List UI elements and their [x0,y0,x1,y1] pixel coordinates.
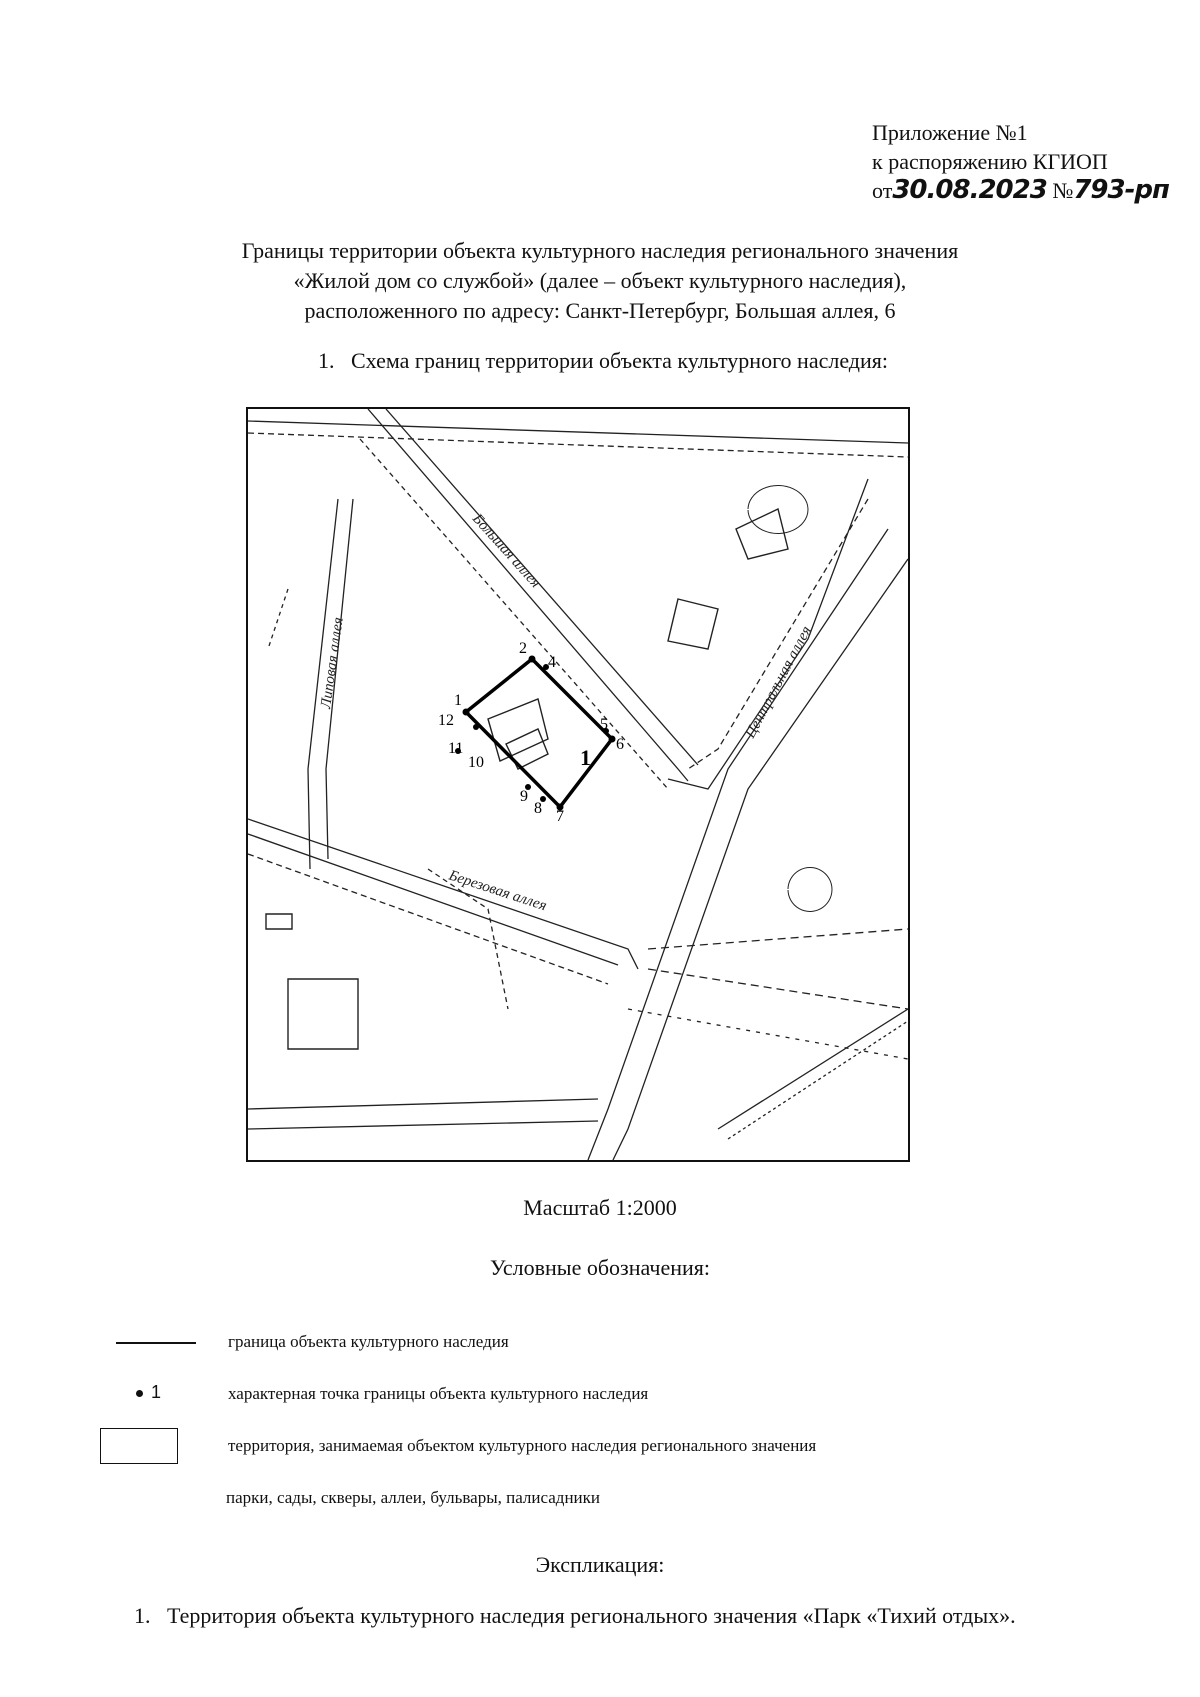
map-street-label: Березовая аллея [446,867,549,915]
map-point-label: 10 [468,754,484,771]
map-buildings [266,486,832,1050]
appendix-line-1: Приложение №1 [872,120,1028,145]
map-point-label: 11 [448,740,464,757]
title-line-1: Границы территории объекта культурного наследия регионального значения [241,238,959,263]
legend-line-symbol [116,1342,196,1344]
map-point-label: 9 [520,788,528,805]
map-street-label: Липовая аллея [318,616,347,710]
explication-title: Экспликация: [535,1552,665,1577]
map-territory-label: 1 [580,745,591,770]
map-drawing [248,409,908,1160]
map-point-label: 4 [548,654,556,671]
explication-item [134,1603,1016,1629]
appendix-number-sign: № [1052,178,1074,203]
explication-item-text: Территория объекта культурного наследия регионального значения «Парк «Тихий отдых». [167,1603,1016,1628]
map-street-labels [318,510,815,914]
map-scale: Масштаб 1:2000 [523,1195,677,1220]
legend-item-text: парки, сады, скверы, аллеи, бульвары, палисадники [226,1488,601,1507]
appendix-number: 793-рп [1073,175,1169,205]
section-heading-text: Схема границ территории объекта культурного наследия: [351,348,889,373]
appendix-from: от [872,178,893,203]
legend-point-symbol [136,1382,161,1403]
legend-item-text: территория, занимаемая объектом культурного наследия регионального значения [228,1436,817,1455]
appendix-line-2: к распоряжению КГИОП [872,149,1108,174]
title-line-2: «Жилой дом со службой» (далее – объект культурного наследия), [293,268,907,293]
section-heading [318,348,888,374]
section-number: 1. [318,348,335,373]
map-point-label: 8 [534,800,542,817]
legend-item-text: граница объекта культурного наследия [228,1332,509,1351]
explication-item-number: 1. [134,1603,151,1628]
boundary-map [246,407,910,1162]
appendix-date-line [872,176,1169,205]
legend-title: Условные обозначения: [489,1255,711,1280]
document-title [100,236,1100,326]
map-street-label: Большая аллея [469,510,544,592]
map-boundary-points [455,656,616,811]
appendix-date: 30.08.2023 [892,175,1047,205]
legend-item-text: характерная точка границы объекта культурного наследия [228,1384,649,1403]
appendix-header [872,118,1169,205]
map-street-label: Центральная аллея [742,623,815,741]
point-dot-icon [136,1390,143,1397]
map-point-label: 7 [556,808,564,825]
map-point-label: 5 [600,716,608,733]
legend-point-label: 1 [151,1382,162,1402]
map-point-label: 12 [438,712,454,729]
map-point-label: 2 [519,640,527,657]
title-line-3: расположенного по адресу: Санкт-Петербург, Большая аллея, 6 [304,298,896,323]
legend-box-symbol [100,1428,178,1464]
map-point-label: 6 [616,736,624,753]
map-point-label: 1 [454,692,462,709]
